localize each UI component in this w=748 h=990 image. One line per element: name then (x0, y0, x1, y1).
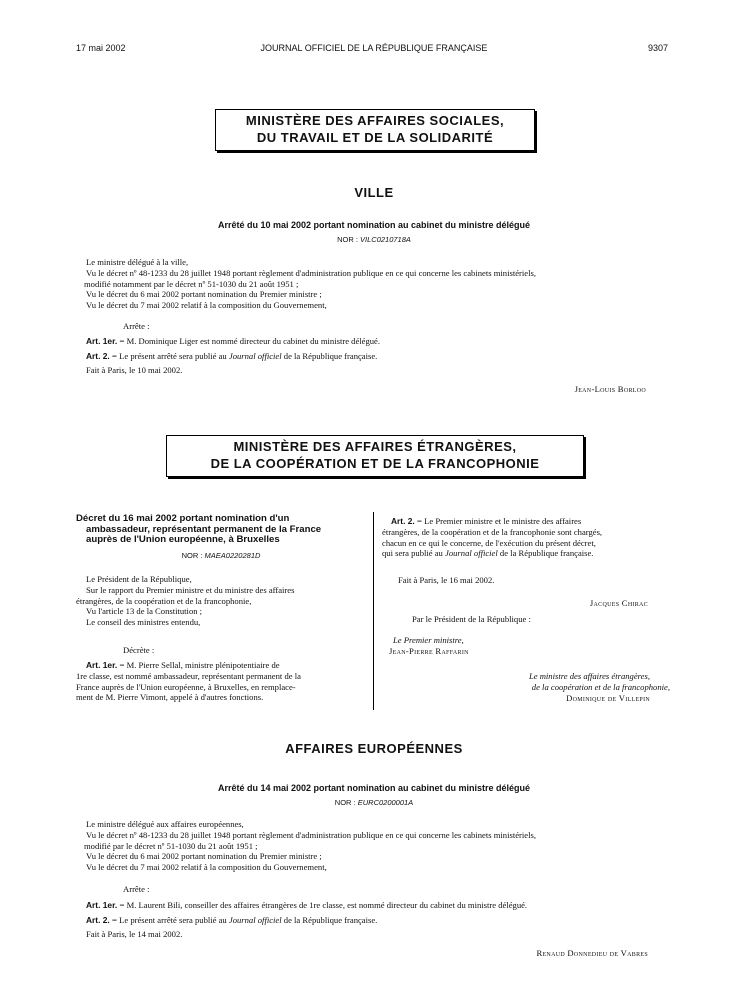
article-1: Art. 1er. − M. Dominique Liger est nommé directeur du cabinet du ministre délégué. (86, 336, 381, 346)
decret-title: Décret du 16 mai 2002 portant nomination d'un ambassadeur, représentant permanent de la France auprès de l'Union européenne, à Bruxelles (76, 513, 322, 545)
header-date: 17 mai 2002 (76, 43, 126, 53)
ministry-box-foreign-affairs (166, 435, 584, 477)
signature-ville: Jean-Louis Borloo (574, 384, 646, 394)
column-divider (373, 512, 374, 710)
ministry-line-1: MINISTÈRE DES AFFAIRES ÉTRANGÈRES, (233, 439, 517, 454)
signature-president: Jacques Chirac (589, 598, 648, 608)
ville-articles (86, 336, 666, 375)
body-line: modifié notamment par le décret nº 51-1030 du 21 août 1951 ; (84, 278, 299, 289)
body-line: Vu le décret nº 48-1233 du 28 juillet 1948 portant règlement d'administration publique en ce qui concerne les cabinets ministériels, (86, 829, 536, 840)
header-page-number: 9307 (648, 43, 669, 53)
header-journal-title: JOURNAL OFFICIEL DE LA RÉPUBLIQUE FRANÇAISE (260, 43, 488, 53)
article-2: Art. 2. − Le présent arrêté sera publié au Journal officiel de la République française. (86, 914, 378, 925)
fait-a-paris: Fait à Paris, le 10 mai 2002. (86, 364, 183, 375)
body-line: Le ministre délégué à la ville, (86, 257, 189, 267)
body-line: Vu le décret du 6 mai 2002 portant nomination du Premier ministre ; (86, 851, 322, 862)
decret-visas: Le Président de la République, Sur le rapport du Premier ministre et du ministre des affaires étrangères, de la coopération et de la francophonie, Vu l'article 13 de la Constitution ; Le conseil des ministres entendu, (76, 574, 295, 628)
foreign-minister-block: Le ministre des affaires étrangères, de la coopération et de la francophonie, Dominique de Villepin (528, 671, 670, 703)
body-line: Vu le décret nº 48-1233 du 28 juillet 1948 portant règlement d'administration publique en ce qui concerne les cabinets ministériels, (86, 267, 536, 278)
body-line: Le ministre délégué aux affaires européennes, (86, 819, 244, 829)
section-heading-ville: VILLE (354, 185, 394, 200)
ministry-line-2: DE LA COOPÉRATION ET DE LA FRANCOPHONIE (210, 456, 540, 471)
decret-article-2: Art. 2. − Le Premier ministre et le ministre des affaires étrangères, de la coopération et de la francophonie sont chargés, chacun en ce qui le concerne, de l'exécution du présent décret, qui sera publié au Journal officiel de la République française. (382, 516, 603, 559)
par-le-president: Par le Président de la République : (412, 614, 531, 624)
europe-articles (86, 900, 671, 939)
ministry-line-2: DU TRAVAIL ET DE LA SOLIDARITÉ (256, 130, 494, 145)
decret-decrete: Décrète : (123, 645, 155, 655)
decret-article-1: Art. 1er. − M. Pierre Sellal, ministre plénipotentiaire de 1re classe, est nommé ambassadeur, représentant permanent de la France auprès de l'Union européenne, à Bruxelles, en remplace- ment de M. Pierre Vimont, appelé à d'autres fonctions. (76, 660, 301, 703)
section-heading-europe: AFFAIRES EUROPÉENNES (285, 741, 463, 756)
article-2: Art. 2. − Le présent arrêté sera publié au Journal officiel de la République française. (86, 350, 378, 361)
ville-body (86, 257, 671, 311)
europe-body (86, 819, 671, 873)
europe-arrete: Arrête : (123, 884, 150, 894)
fait-a-paris: Fait à Paris, le 14 mai 2002. (86, 928, 183, 939)
signature-europe: Renaud Donnedieu de Vabres (536, 948, 648, 958)
body-line: Vu le décret du 7 mai 2002 relatif à la composition du Gouvernement, (86, 862, 327, 873)
nor-reference-decret: NOR : MAEA0220281D (181, 551, 261, 560)
ville-arrete: Arrête : (123, 321, 150, 331)
nor-reference-europe: NOR : EURC0200001A (334, 798, 414, 807)
nor-reference-ville: NOR : VILC0210718A (337, 235, 411, 244)
ministry-line-1: MINISTÈRE DES AFFAIRES SOCIALES, (245, 113, 505, 128)
arrete-title-ville: Arrêté du 10 mai 2002 portant nomination au cabinet du ministre délégué (217, 220, 531, 230)
article-1: Art. 1er. − M. Laurent Bili, conseiller des affaires étrangères de 1re classe, est nommé directeur du cabinet du ministre délégué. (86, 900, 528, 910)
body-line: Vu le décret du 7 mai 2002 relatif à la composition du Gouvernement, (86, 300, 327, 311)
ministry-box-social-affairs (215, 109, 535, 151)
prime-minister-block: Le Premier ministre, Jean-Pierre Raffarin (389, 635, 469, 656)
body-line: modifié par le décret nº 51-1030 du 21 août 1951 ; (84, 840, 258, 851)
arrete-title-europe: Arrêté du 14 mai 2002 portant nomination au cabinet du ministre délégué (217, 783, 531, 793)
body-line: Vu le décret du 6 mai 2002 portant nomination du Premier ministre ; (86, 289, 322, 300)
decret-fait-a-paris: Fait à Paris, le 16 mai 2002. (398, 575, 495, 585)
